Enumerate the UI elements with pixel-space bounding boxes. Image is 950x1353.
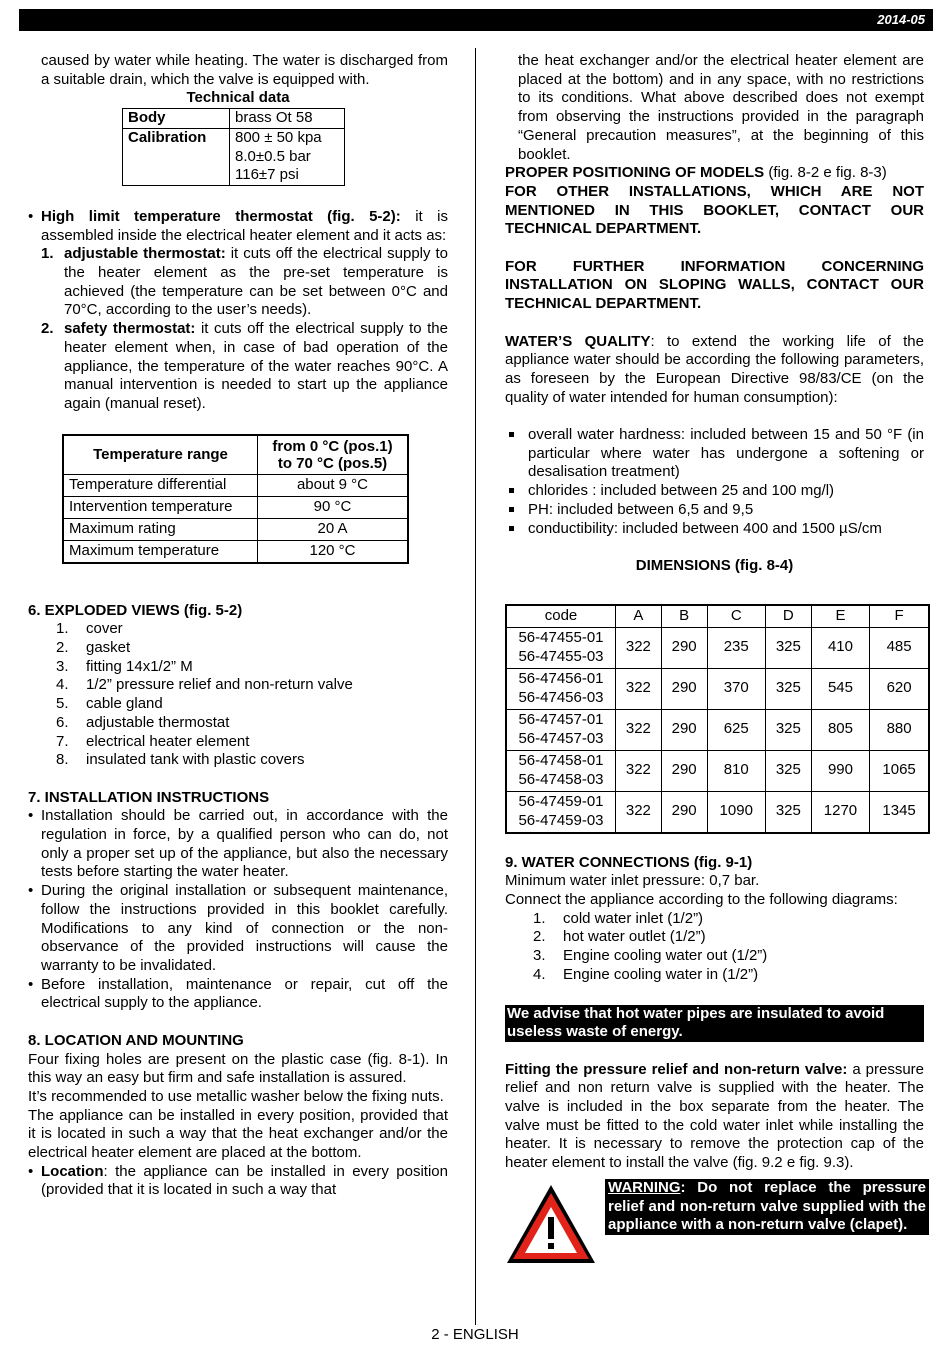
item-number: 3. [56, 657, 69, 675]
item-text: adjustable thermostat [86, 713, 230, 731]
code-b: 56-47457-03 [518, 729, 604, 747]
item-text: gasket [86, 639, 131, 657]
connect-text: Connect the appliance according to the following diagrams: [505, 891, 898, 909]
list-item [28, 751, 448, 770]
item-number: 1. [41, 245, 54, 263]
list-item: PH: included between 6,5 and 9,5 [505, 501, 924, 520]
table-cell: 990 [811, 750, 869, 791]
table-row [63, 518, 408, 540]
table-cell: 322 [616, 627, 662, 668]
table-header-cell: A [616, 605, 662, 628]
table-cell: 235 [707, 627, 765, 668]
thermostat-text: it is assembled inside the electrical heater element and it acts as: [41, 207, 448, 244]
item-text: Engine cooling water in (1/2”) [563, 965, 759, 983]
location-title: 8. LOCATION AND MOUNTING [28, 1031, 244, 1049]
code-cell [506, 627, 616, 668]
table-cell: Intervention temperature [63, 496, 258, 518]
item-number: 3. [533, 947, 546, 965]
location-paragraph-1: Four fixing holes are present on the plastic case (fig. 8-1). In this way an easy but firm and safe installation is assured. [28, 1050, 448, 1087]
table-cell: 410 [811, 627, 869, 668]
exploded-views-title: 6. EXPLODED VIEWS [28, 601, 180, 619]
item-number: 6. [56, 713, 69, 731]
table-cell: 290 [661, 627, 707, 668]
water-quality [505, 333, 924, 408]
location-bullet-text: : the appliance can be installed in every position (provided that it is located in such a way that [41, 1162, 448, 1199]
code-cell [506, 791, 616, 833]
table-cell: 322 [616, 791, 662, 833]
water-connections-list [505, 910, 924, 985]
code-a: 56-47457-01 [518, 710, 604, 728]
item-text: 1/2” pressure relief and non-return valve [86, 676, 353, 694]
table-cell: Maximum rating [63, 518, 258, 540]
installation-title: 7. INSTALLATION INSTRUCTIONS [28, 788, 270, 806]
temp-range-from: from 0 °C (pos.1) [272, 437, 393, 455]
table-row [63, 474, 408, 496]
table-cell: 805 [811, 709, 869, 750]
list-item [505, 947, 924, 966]
table-cell: 20 A [258, 518, 409, 540]
item-text: cold water inlet (1/2”) [563, 909, 704, 927]
water-quality-title: WATER’S QUALITY [505, 332, 651, 350]
location-paragraph-2: It’s recommended to use metallic washer below the fixing nuts. [28, 1087, 444, 1105]
code-b: 56-47459-03 [518, 811, 604, 829]
item-text: hot water outlet (1/2”) [563, 928, 706, 946]
code-cell [506, 709, 616, 750]
table-header-cell: code [506, 605, 616, 628]
safety-thermostat-text: it cuts off the electrical supply to the heater element when, in case of bad operation of the appliance, the temperature of the water reaches 90°C. A manual intervention is needed to start up the appliance again (manual reset). [64, 320, 448, 412]
list-item: • Before installation, maintenance or repair, cut off the electrical supply to the appliance. [28, 976, 448, 1013]
item-number: 1. [56, 620, 69, 638]
table-cell: 880 [870, 709, 929, 750]
table-row [63, 496, 408, 518]
column-divider [475, 48, 476, 1325]
table-header-cell: E [811, 605, 869, 628]
thermostat-bullet [28, 208, 448, 245]
location-paragraph-3: The appliance can be installed in every position, provided that it is located in such a way that the heat exchanger and/or the electrical heater element are placed at the bottom. [28, 1106, 448, 1162]
item-text: cover [86, 620, 123, 638]
item-text: insulated tank with plastic covers [86, 751, 305, 769]
location-bullet-title: Location [41, 1162, 104, 1180]
table-cell: 90 °C [258, 496, 409, 518]
code-b: 56-47458-03 [518, 770, 604, 788]
list-item [28, 658, 448, 677]
page-footer: 2 - ENGLISH [431, 1326, 519, 1343]
adjustable-thermostat-text: it cuts off the electrical supply to the heater element as the pre-set temperature is achieved (the temperature can be set between 0°C and 70°C, according to the user’s needs). [64, 245, 448, 319]
item-number: 8. [56, 751, 69, 769]
list-item [28, 639, 448, 658]
table-header-cell: C [707, 605, 765, 628]
proper-positioning [505, 164, 924, 183]
exploded-views-fig: (fig. 5-2) [179, 601, 243, 619]
item-number: 1. [533, 909, 546, 927]
warning-block [505, 1179, 924, 1253]
table-cell: 625 [707, 709, 765, 750]
item-number: 4. [533, 965, 546, 983]
tech-body-value: brass Ot 58 [230, 109, 345, 129]
safety-thermostat-item [28, 320, 448, 414]
water-quality-text: : to extend the working life of the appliance water should be according the following parameters, as foreseen by the European Directive 98/83/CE (on the quality of water intended for human consumption): [505, 332, 924, 406]
temp-range-to: to 70 °C (pos.5) [277, 454, 388, 472]
item-text: Engine cooling water out (1/2”) [563, 947, 768, 965]
list-item [505, 966, 924, 985]
warning-text: : Do not replace the pressure relief and non-return valve supplied with the appliance with a non-return valve (clapet). [608, 1178, 926, 1234]
table-cell: 370 [707, 668, 765, 709]
tech-calib-value [230, 128, 345, 185]
code-a: 56-47455-01 [518, 628, 604, 646]
table-cell: 545 [811, 668, 869, 709]
table-cell: 325 [765, 668, 811, 709]
table-cell: 325 [765, 709, 811, 750]
item-number: 5. [56, 695, 69, 713]
table-cell: Maximum temperature [63, 540, 258, 563]
code-cell [506, 668, 616, 709]
table-row [123, 109, 345, 129]
warning-box [605, 1179, 929, 1235]
other-installations-notice: FOR OTHER INSTALLATIONS, WHICH ARE NOT MENTIONED IN THIS BOOKLET, CONTACT OUR TECHNICAL DEPARTMENT. [505, 182, 924, 238]
table-row [506, 709, 929, 750]
left-column [28, 52, 448, 1200]
water-connections-title: 9. WATER CONNECTIONS (fig. 9-1) [505, 853, 753, 871]
dimensions-table [505, 604, 930, 834]
table-cell: 120 °C [258, 540, 409, 563]
table-cell: Temperature differential [63, 474, 258, 496]
item-number: 2. [41, 320, 54, 338]
list-item: • During the original installation or subsequent maintenance, follow the instructions provided in this booklet carefully. Modifications to any kind of connection or the non-observance of the provided instructions will cause the warranty to be invalidated. [28, 882, 448, 976]
code-b: 56-47455-03 [518, 647, 604, 665]
insulation-advice-banner: We advise that hot water pipes are insulated to avoid useless waste of energy. [505, 1005, 924, 1042]
header-bar [19, 9, 933, 31]
table-header-row [63, 435, 408, 475]
table-cell: 325 [765, 750, 811, 791]
table-row [506, 627, 929, 668]
temp-range-value [258, 435, 409, 475]
table-cell: 322 [616, 750, 662, 791]
table-row [506, 791, 929, 833]
tech-data-title: Technical data [186, 89, 290, 107]
table-cell: 322 [616, 709, 662, 750]
item-number: 7. [56, 732, 69, 750]
fitting-valve-text: a pressure relief and non return valve is supplied with the heater. The valve is included in the box separate from the heater. The valve must be fitted to the cold water inlet while installing the heater. It is necessary to remove the protection cap of the heater element to install the valve (fig. 9.2 e fig. 9.3). [505, 1060, 924, 1172]
proper-positioning-fig: (fig. 8-2 e fig. 8-3) [764, 164, 887, 182]
list-item: • Installation should be carried out, in accordance with the regulation in force, by a qualified person who can do, not only a proper set up of the appliance, but also the necessary tests before starting the water heater. [28, 807, 448, 882]
table-cell: 290 [661, 750, 707, 791]
table-cell: 1345 [870, 791, 929, 833]
list-item: overall water hardness: included between 15 and 50 °F (in particular where water has undergone a softening or desalisation treatment) [505, 426, 924, 482]
table-row [63, 540, 408, 563]
fitting-valve-paragraph [505, 1061, 924, 1173]
code-b: 56-47456-03 [518, 688, 604, 706]
dimensions-title: DIMENSIONS (fig. 8-4) [635, 556, 794, 574]
table-cell: 290 [661, 709, 707, 750]
header-date: 2014-05 [877, 12, 925, 27]
warning-label: WARNING [608, 1178, 681, 1196]
item-text: electrical heater element [86, 732, 250, 750]
list-item [28, 714, 448, 733]
warning-triangle-icon [505, 1183, 597, 1265]
thermostat-title: High limit temperature thermostat (fig. 5-2): [41, 207, 401, 225]
location-continued-text: the heat exchanger and/or the electrical heater element are placed at the bottom) and in any space, with no restrictions to its conditions. What above described does not exempt from observing the instructions provided in the paragraph “General precaution measures”, at the beginning of this booklet. [518, 52, 924, 163]
list-item [505, 928, 924, 947]
min-pressure-text: Minimum water inlet pressure: 0,7 bar. [505, 872, 760, 890]
list-item [28, 733, 448, 752]
code-a: 56-47456-01 [518, 669, 604, 687]
intro-text: caused by water while heating. The water is discharged from a suitable drain, which the valve is equipped with. [41, 52, 448, 88]
table-cell: 620 [870, 668, 929, 709]
table-row [506, 750, 929, 791]
list-item: conductibility: included between 400 and 1500 µS/cm [505, 520, 924, 539]
code-a: 56-47459-01 [518, 792, 604, 810]
tech-body-label: Body [123, 109, 230, 129]
item-text: cable gland [86, 695, 163, 713]
further-info-notice: FOR FURTHER INFORMATION CONCERNING INSTALLATION ON SLOPING WALLS, CONTACT OUR TECHNICAL DEPARTMENT. [505, 257, 924, 313]
calib-value-2: 8.0±0.5 bar [235, 147, 311, 165]
tech-calib-label: Calibration [123, 128, 230, 185]
list-item: chlorides : included between 25 and 100 mg/l) [505, 482, 924, 501]
table-cell: 1090 [707, 791, 765, 833]
calib-value-1: 800 ± 50 kpa [235, 128, 322, 146]
table-header-row [506, 605, 929, 628]
proper-positioning-title: PROPER POSITIONING OF MODELS [505, 164, 765, 182]
list-item [28, 620, 448, 639]
table-cell: 325 [765, 627, 811, 668]
table-cell: 322 [616, 668, 662, 709]
item-number: 4. [56, 676, 69, 694]
list-item [28, 676, 448, 695]
safety-thermostat-title: safety thermostat: [64, 320, 196, 338]
right-column [505, 52, 924, 1253]
table-header-cell: D [765, 605, 811, 628]
table-row [123, 128, 345, 185]
exploded-views-heading [28, 602, 448, 621]
adjustable-thermostat-item [28, 245, 448, 320]
table-header-cell: F [870, 605, 929, 628]
adjustable-thermostat-title: adjustable thermostat: [64, 245, 226, 263]
table-cell: 1065 [870, 750, 929, 791]
table-cell: 485 [870, 627, 929, 668]
table-cell: 325 [765, 791, 811, 833]
table-cell: 1270 [811, 791, 869, 833]
table-cell: 290 [661, 791, 707, 833]
table-cell: 290 [661, 668, 707, 709]
table-cell: about 9 °C [258, 474, 409, 496]
table-cell: 810 [707, 750, 765, 791]
item-number: 2. [56, 639, 69, 657]
list-item [505, 910, 924, 929]
tech-data-table [122, 108, 345, 186]
code-cell [506, 750, 616, 791]
temp-range-header: Temperature range [63, 435, 258, 475]
table-header-cell: B [661, 605, 707, 628]
item-number: 2. [533, 928, 546, 946]
table-row [506, 668, 929, 709]
temperature-table [62, 434, 409, 564]
code-a: 56-47458-01 [518, 751, 604, 769]
item-text: fitting 14x1/2” M [86, 657, 193, 675]
location-bullet [28, 1163, 448, 1200]
calib-value-3: 116±7 psi [235, 166, 299, 184]
list-item [28, 695, 448, 714]
fitting-valve-title: Fitting the pressure relief and non-return valve: [505, 1060, 848, 1078]
exploded-views-list [28, 620, 448, 770]
